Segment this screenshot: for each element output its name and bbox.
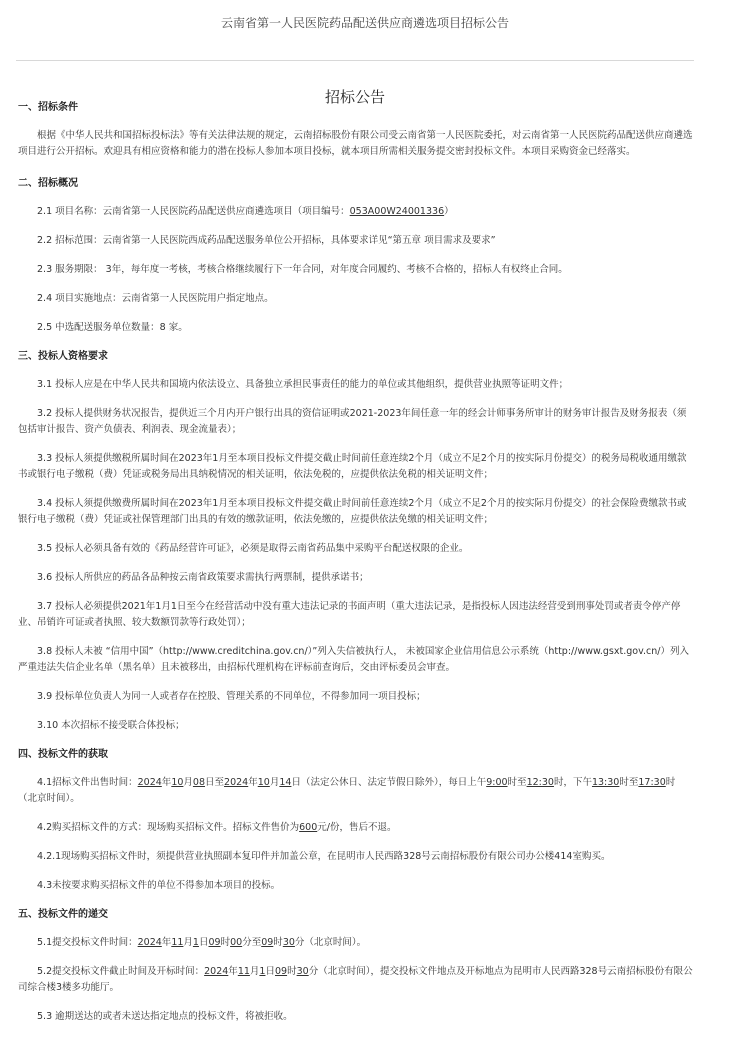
document-price: 600 [299, 822, 318, 833]
item-3-3: 3.3 投标人须提供缴税所属时间在2023年1月至本项目投标文件提交截止时间前任意连续2个月（成立不足2个月的按实际月份提交）的税务局税收通用缴款书或银行电子缴税（费）凭证或税务局出具纳税情况的相关证明，依法免税的，应提供依法免税的相关证明文件； [18, 453, 687, 480]
item-3-6: 3.6 投标人所供应的药品各品种按云南省政策要求需执行两票制，提供承诺书； [37, 572, 369, 583]
item-4-2-1: 4.2.1现场购买招标文件时，须提供营业执照副本复印件并加盖公章，在昆明市人民西路328号云南招标股份有限公司办公楼414室购买。 [37, 851, 611, 862]
item-2-4: 2.4 项目实施地点：云南省第一人民医院用户指定地点。 [37, 293, 274, 304]
item-2-1: 2.1 项目名称：云南省第一人民医院药品配送供应商遴选项目（项目编号：053A00W24001336） [37, 206, 454, 217]
item-5-1: 5.1提交投标文件时间：2024年11月1日09时00分至09时30分（北京时间）。 [37, 937, 367, 948]
item-4-1: 4.1招标文件出售时间：2024年10月08日至2024年10月14日（法定公休日、法定节假日除外），每日上午9:00时至12:30时，下午13:30时至17:30时（北京时间）。 [18, 777, 676, 804]
notice-title: 招标公告 [324, 88, 385, 106]
item-3-5: 3.5 投标人必须具备有效的《药品经营许可证》，必须是取得云南省药品集中采购平台配送权限的企业。 [37, 543, 469, 554]
section-3-heading: 三、投标人资格要求 [18, 351, 108, 362]
item-4-2: 4.2购买招标文件的方式：现场购买招标文件。招标文件售价为600元/份，售后不退。 [37, 822, 397, 833]
item-3-7: 3.7 投标人必须提供2021年1月1日至今在经营活动中没有重大违法记录的书面声明（重大违法记录，是指投标人因违法经营受到刑事处罚或者责令停产停业、吊销许可证或者执照、较大数额罚款等行政处罚）； [18, 601, 681, 628]
item-3-8: 3.8 投标人未被 “信用中国”（http://www.creditchina.gov.cn/）”列入失信被执行人， 未被国家企业信用信息公示系统（http://www.gsxt.gov.cn/）列入严重违法失信企业名单（黑名单）且未被移出，由招标代理机构在评标前查询后，交由评标委员会审查。 [18, 646, 689, 673]
item-5-2: 5.2提交投标文件截止时间及开标时间：2024年11月1日09时30分（北京时间），提交投标文件地点及开标地点为昆明市人民西路328号云南招标股份有限公司综合楼3楼多功能厅。 [18, 966, 693, 993]
section-1-text: 根据《中华人民共和国招标投标法》等有关法律法规的规定，云南招标股份有限公司受云南省第一人民医院委托，对云南省第一人民医院药品配送供应商遴选项目进行公开招标。欢迎具有相应资格和能力的潜在投标人参加本项目投标，就本项目所需相关服务提交密封投标文件。本项目采购资金已经落实。 [18, 130, 693, 157]
section-5-heading: 五、投标文件的递交 [18, 909, 108, 920]
section-2-heading: 二、招标概况 [18, 178, 78, 189]
item-4-3: 4.3未按要求购买招标文件的单位不得参加本项目的投标。 [37, 880, 281, 891]
item-3-1: 3.1 投标人应是在中华人民共和国境内依法设立、具备独立承担民事责任的能力的单位或其他组织，提供营业执照等证明文件； [37, 379, 569, 390]
project-code: 053A00W24001336 [349, 206, 445, 217]
notice-body [18, 100, 694, 1038]
section-1-heading: 一、招标条件 [18, 102, 78, 113]
item-5-3: 5.3 逾期送达的或者未送达指定地点的投标文件，将被拒收。 [37, 1011, 293, 1022]
item-3-10: 3.10 本次招标不接受联合体投标； [37, 720, 185, 731]
item-3-9: 3.9 投标单位负责人为同一人或者存在控股、管理关系的不同单位，不得参加同一项目投标； [37, 691, 426, 702]
section-4-heading: 四、投标文件的获取 [18, 749, 108, 760]
page-title: 云南省第一人民医院药品配送供应商遴选项目招标公告 [220, 16, 509, 30]
item-3-2: 3.2 投标人提供财务状况报告，提供近三个月内开户银行出具的资信证明或2021-2023年间任意一年的经会计师事务所审计的财务审计报告及财务报表（须包括审计报告、资产负债表、利润表、现金流量表）； [18, 408, 687, 435]
item-2-3: 2.3 服务期限： 3年，每年度一考核，考核合格继续履行下一年合同，对年度合同履约、考核不合格的，招标人有权终止合同。 [37, 264, 568, 275]
item-3-4: 3.4 投标人须提供缴费所属时间在2023年1月至本项目投标文件提交截止时间前任意连续2个月（成立不足2个月的按实际月份提交）的社会保险费缴款书或银行电子缴税（费）凭证或社保管理部门出具的有效的缴款证明，依法免缴的，应提供依法免缴的相关证明文件； [18, 498, 687, 525]
title-divider [16, 60, 694, 61]
item-2-2: 2.2 招标范围：云南省第一人民医院西成药品配送服务单位公开招标，具体要求详见“第五章 项目需求及要求” [37, 235, 496, 246]
item-2-5: 2.5 中选配送服务单位数量：8 家。 [37, 322, 188, 333]
